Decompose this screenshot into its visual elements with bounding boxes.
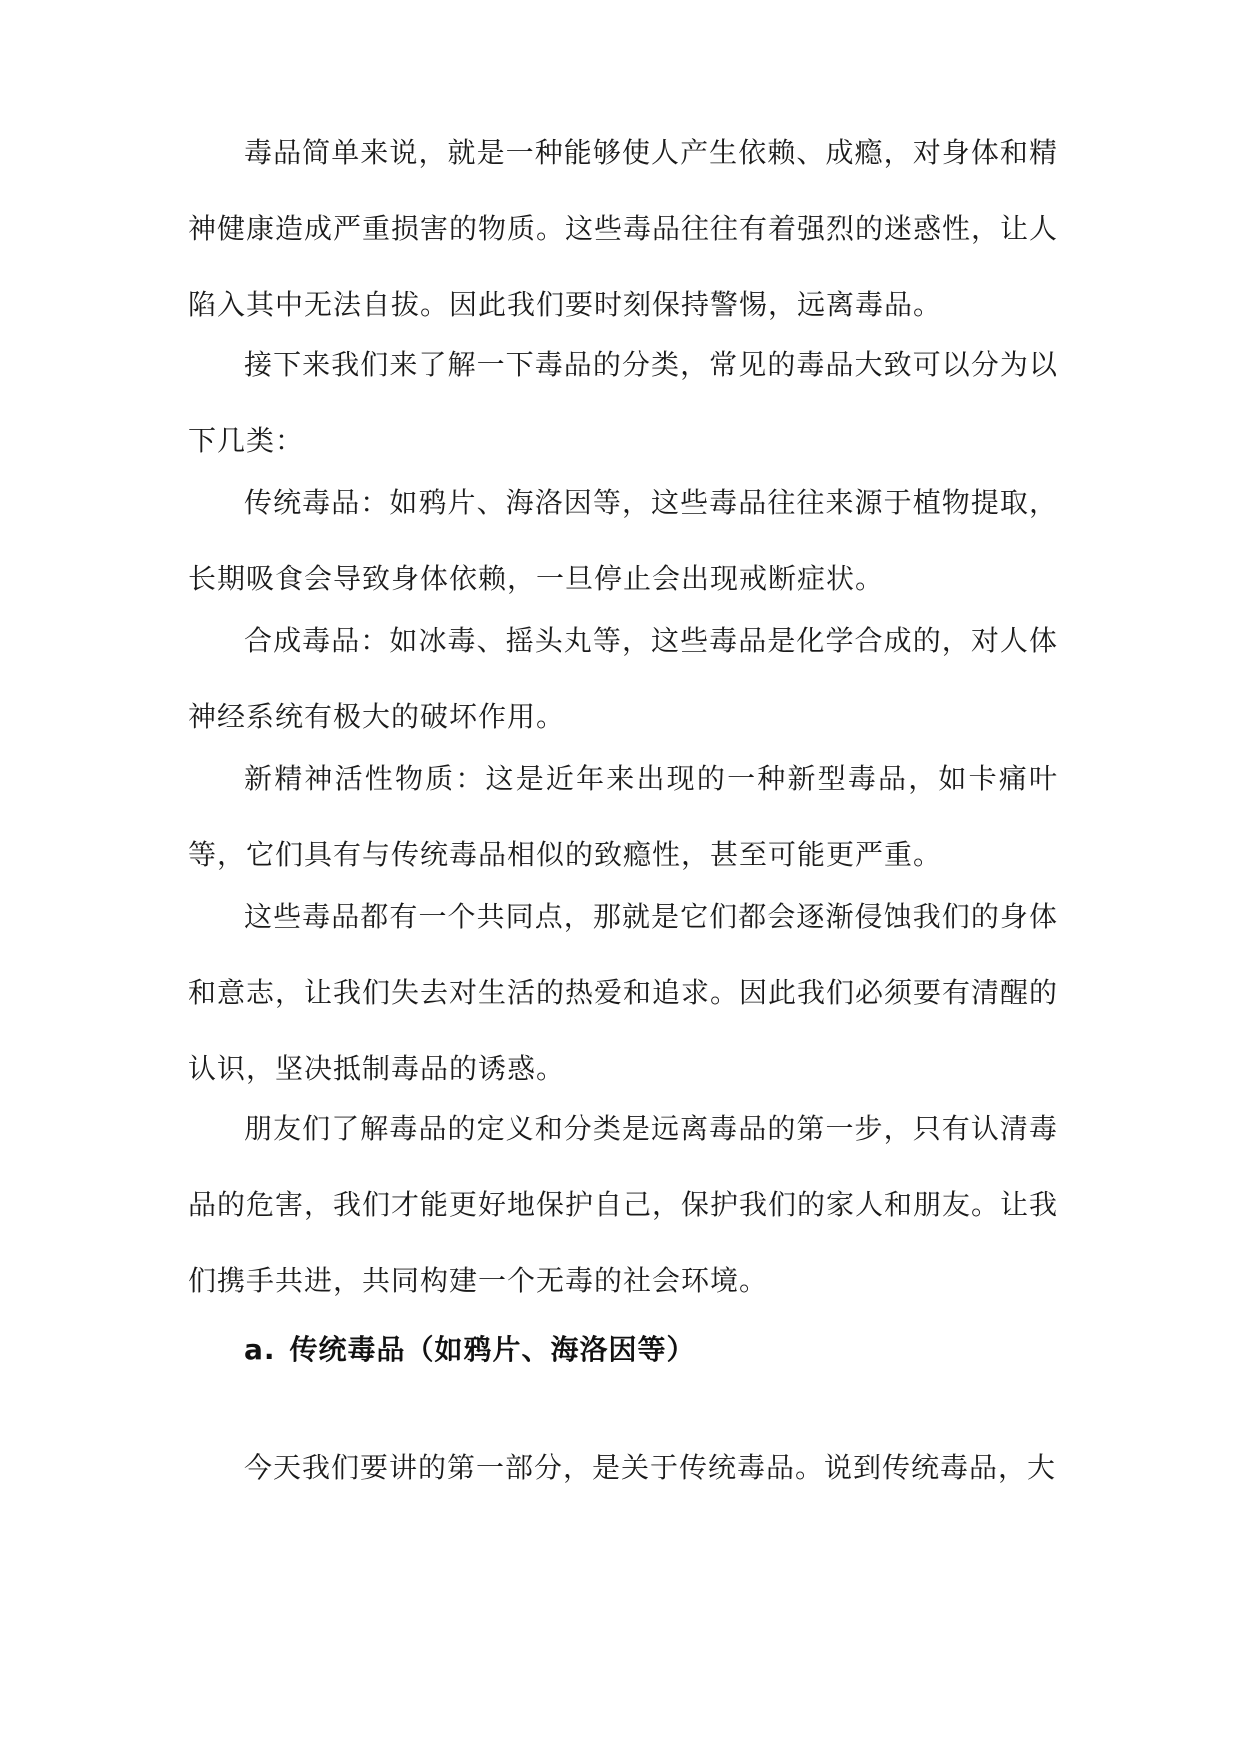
section-heading-label: a. (244, 1333, 276, 1366)
section-heading-title: 传统毒品（如鸦片、海洛因等） (289, 1333, 696, 1366)
section-heading (244, 1330, 1044, 1370)
paragraph-traditional-drugs: 传统毒品：如鸦片、海洛因等，这些毒品往往来源于植物提取，长期吸食会导致身体依赖，一旦停止会出现戒断症状。 (188, 486, 1058, 595)
paragraph-definition: 毒品简单来说，就是一种能够使人产生依赖、成瘾，对身体和精神健康造成严重损害的物质。这些毒品往往有着强烈的迷惑性，让人陷入其中无法自拔。因此我们要时刻保持警惕，远离毒品。 (188, 136, 1059, 321)
paragraph-conclusion: 朋友们了解毒品的定义和分类是远离毒品的第一步，只有认清毒品的危害，我们才能更好地保护自己，保护我们的家人和朋友。让我们携手共进，共同构建一个无毒的社会环境。 (188, 1112, 1059, 1297)
paragraph-new-psychoactive: 新精神活性物质：这是近年来出现的一种新型毒品，如卡痛叶等，它们具有与传统毒品相似的致瘾性，甚至可能更严重。 (188, 762, 1058, 871)
paragraph-section-intro: 今天我们要讲的第一部分，是关于传统毒品。说到传统毒品，大 (244, 1451, 1057, 1484)
paragraph-classification-intro: 接下来我们来了解一下毒品的分类，常见的毒品大致可以分为以下几类： (188, 348, 1058, 457)
paragraph-common-point: 这些毒品都有一个共同点，那就是它们都会逐渐侵蚀我们的身体和意志，让我们失去对生活的热爱和追求。因此我们必须要有清醒的认识，坚决抵制毒品的诱惑。 (188, 900, 1059, 1085)
paragraph-synthetic-drugs: 合成毒品：如冰毒、摇头丸等，这些毒品是化学合成的，对人体神经系统有极大的破坏作用。 (188, 624, 1058, 733)
